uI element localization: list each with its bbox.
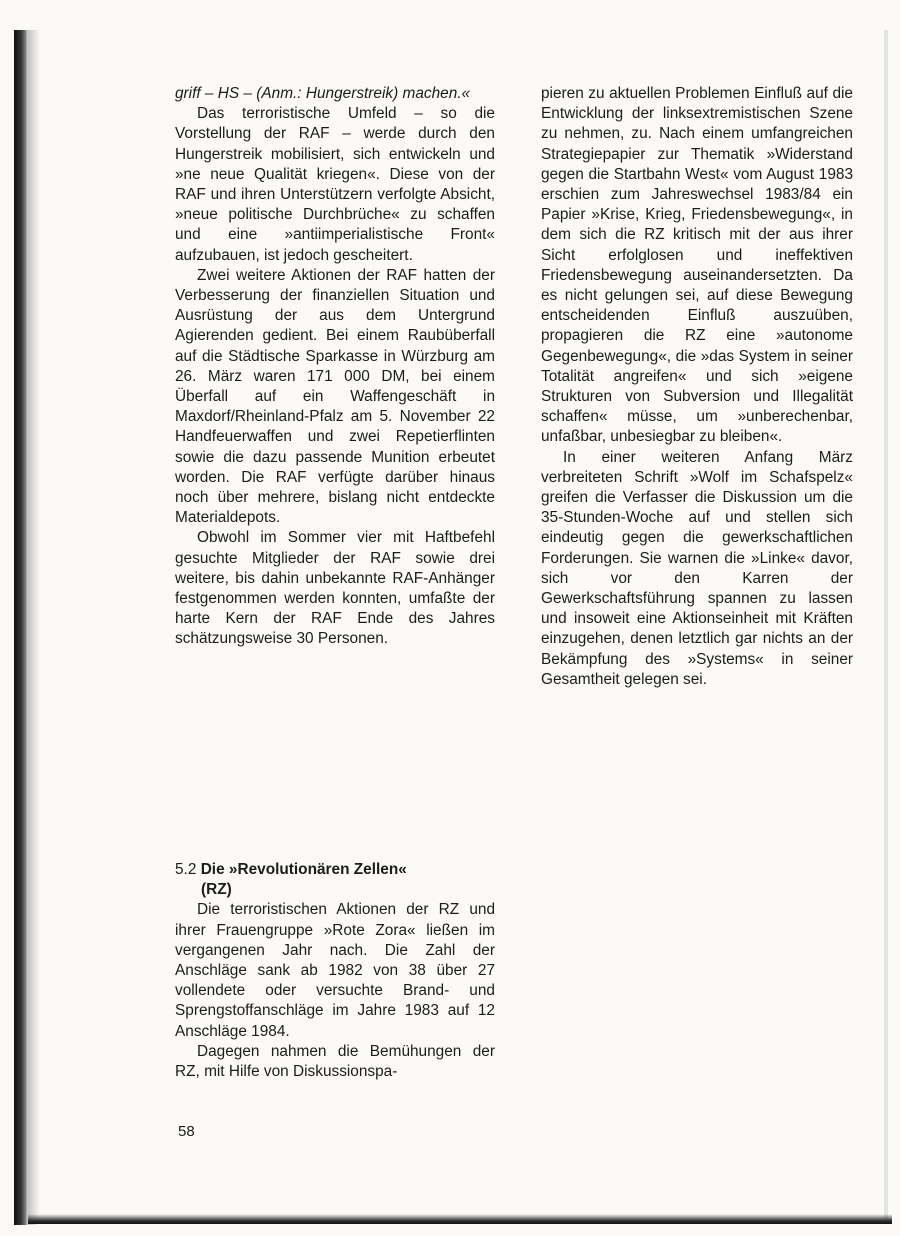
paragraph-aktionen: Zwei weitere Aktionen der RAF hatten der Verbesserung der finanziellen Situation und Ausrüstung der aus dem Untergrund Agierenden gedient. Bei einem Raubüberfall auf die Städtische Sparkasse in Würzburg am 26. März waren 171 000 DM, bei einem Überfall auf ein Waffengeschäft in Maxdorf/Rheinland-Pfalz am 5. November 22 Handfeuerwaffen und zwei Repetierflinten sowie die dazu passende Munition erbeutet worden. Die RAF verfügte darüber hinaus noch über mehrere, bislang nicht entdeckte Materialdepots. — [175, 266, 495, 527]
paragraph-diskussionspapiere: pieren zu aktuellen Problemen Einfluß auf die Entwicklung der linksextremistischen Szene zu nehmen, zu. Nach einem umfangreichen Strategiepapier zur Thematik »Widerstand gegen die Startbahn West« vom August 1983 erschien zum Jahreswechsel 1983/84 ein Papier »Krise, Krieg, Friedensbewegung«, in dem sich die RZ kritisch mit der aus ihrer Sicht erfolglosen und ineffektiven Friedensbewegung auseinandersetzten. Da es nicht gelungen sei, auf diese Bewegung entscheidenden Einfluß auszuüben, propagieren die RZ eine »autonome Gegenbewegung«, die »das System in seiner Totalität angreifen« und sich »eigene Strukturen von Subversion und Illegalität schaffen« müsse, um »unberechenbar, unfaßbar, unbesiegbar zu bleiben«. — [541, 85, 853, 446]
left-text-column — [175, 84, 495, 650]
paragraph-rz-aktionen: Die terroristischen Aktionen der RZ und ihrer Frauengruppe »Rote Zora« ließen im vergangenen Jahr nach. Die Zahl der Anschläge sank ab 1982 von 38 über 27 vollendete oder versuchte Brand- und Sprengstoffanschläge im Jahre 1983 auf 12 Anschläge 1984. — [175, 901, 495, 1040]
page-number: 58 — [178, 1123, 195, 1140]
paragraph-rz-bemuehungen: Dagegen nahmen die Bemühungen der RZ, mit Hilfe von Diskussionspa- — [175, 1042, 495, 1081]
page-bottom-edge — [28, 1214, 892, 1224]
section-title: Die »Revolutionären Zellen« — [200, 861, 407, 878]
section-heading — [175, 860, 495, 900]
binding-edge — [14, 30, 28, 1225]
paragraph-kern: Obwohl im Sommer vier mit Haftbefehl gesuchte Mitglieder der RAF sowie drei weitere, bis dahin unbekannte RAF-Anhänger festgenommen werden konnten, umfaßte der harte Kern der RAF Ende des Jahres schätzungsweise 30 Personen. — [175, 529, 495, 648]
paragraph-umfeld: Das terroristische Umfeld – so die Vorstellung der RAF – werde durch den Hungerstreik mobilisiert, sich entwickeln und »ne neue Qualität kriegen«. Diese von der RAF und ihren Unterstützern verfolgte Absicht, »neue politische Durchbrüche« zu schaffen und eine »antiimperialistische Front« aufzubauen, ist jedoch gescheitert. — [175, 105, 495, 264]
paragraph-wolf-im-schafspelz: In einer weiteren Anfang März verbreiteten Schrift »Wolf im Schafspelz« greifen die Verfasser die Diskussion um die 35-Stunden-Woche auf und stellen sich eindeutig gegen die gewerkschaftlichen Forderungen. Sie warnen die »Linke« davor, sich vor den Karren der Gewerkschaftsführung spannen zu lassen und insoweit eine Aktionseinheit mit Kräften einzugehen, denen letztlich gar nichts an der Bekämpfung des »Systems« in seiner Gesamtheit gelegen sei. — [541, 448, 853, 688]
section-revolutionaere-zellen — [175, 860, 495, 1082]
page-right-edge — [884, 30, 888, 1220]
right-text-column — [541, 84, 853, 690]
section-title-abbr: (RZ) — [201, 881, 232, 899]
paragraph-continuation: griff – HS – (Anm.: Hungerstreik) machen.« — [175, 85, 471, 102]
binding-shadow — [28, 30, 40, 1225]
section-number: 5.2 — [175, 861, 197, 878]
